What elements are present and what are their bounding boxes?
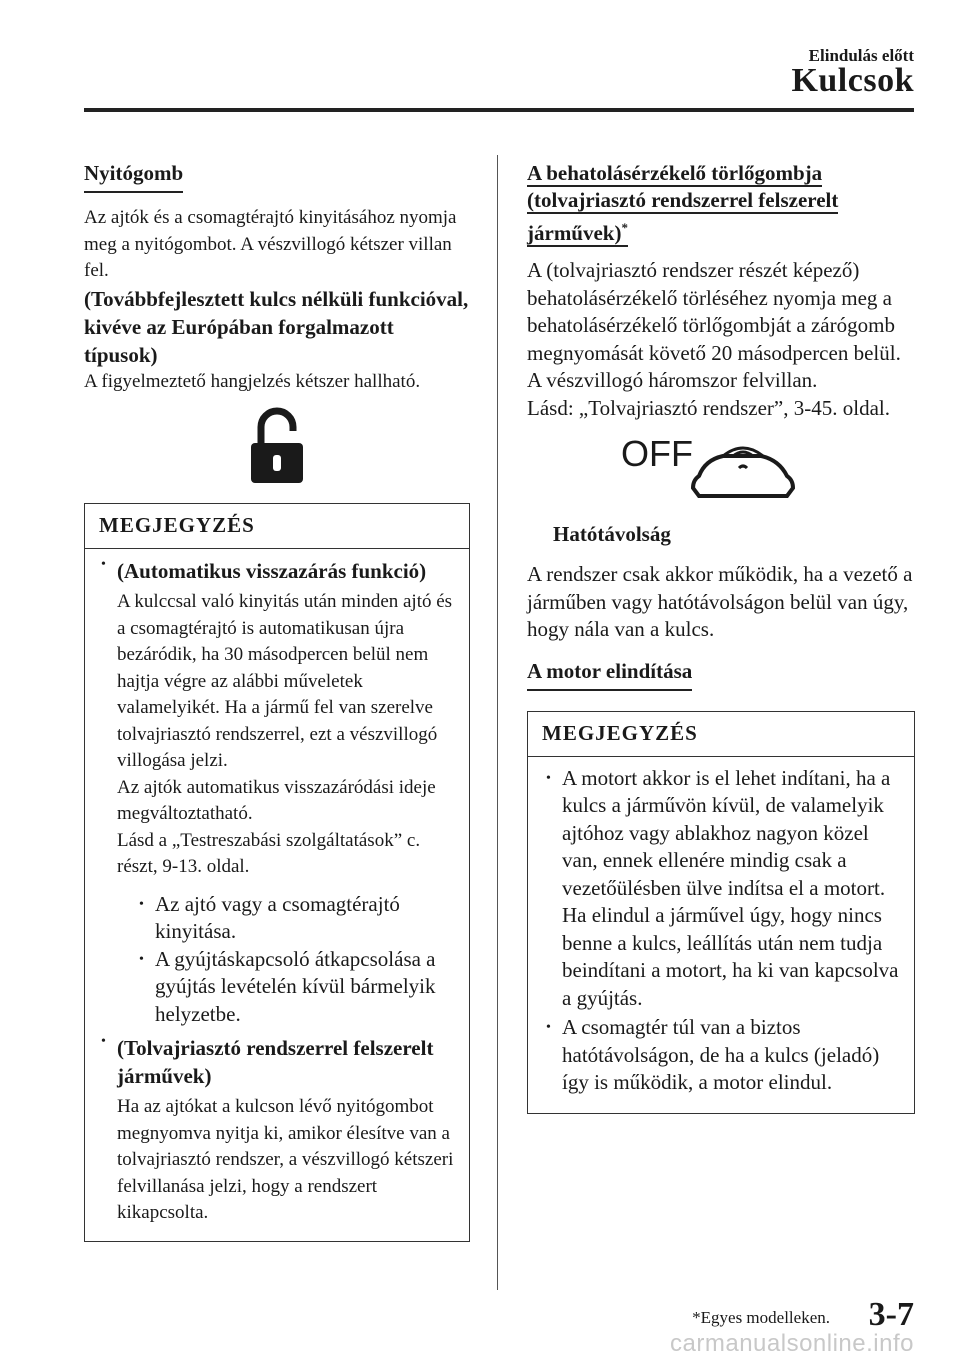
note-item-title: • (Tolvajriasztó rendszerrel felszerelt járművek)	[117, 1036, 434, 1088]
note-body	[85, 549, 469, 1241]
column-divider	[497, 155, 498, 1290]
note-body	[528, 757, 914, 1113]
page-number: 3-7	[868, 1296, 914, 1333]
intrusion-para: A (tolvajriasztó rendszer részét képező) behatolásérzékelő törléséhez nyomja meg a behatolásérzékelő törlőgombját a zárógomb megnyomását követő 20 másodpercen belül. A vészvillogó háromszor felvillan.	[527, 258, 901, 392]
range-subheading: Hatótávolság	[553, 522, 671, 546]
sub-list-item: • A gyújtáskapcsoló átkapcsolása a gyújtás levételén kívül bármelyik helyzetbe.	[135, 946, 457, 1029]
heading-unlock-button: Nyitógomb	[84, 160, 183, 193]
unlock-intro: Az ajtók és a csomagtérajtó kinyitásához nyomja meg a nyitógombot. A vészvillogó kétszer villan fel.	[84, 207, 457, 281]
note-title: MEGJEGYZÉS	[85, 504, 469, 549]
note-item-text: A kulccsal való kinyitás után minden ajtó és a csomagtérajtó is automatikusan újra bezáródik, ha 30 másodpercen belül nem hajtja végre az alábbi műveletek valamelyikét. Ha a jármű fel van szerelve tolvajriasztó rendszerrel, ezt a vészvillogó villogása jelzi.	[117, 591, 453, 771]
heading-line	[527, 221, 628, 247]
keyless-note: (Továbbfejlesztett kulcs nélküli funkcióval, kivéve az Európában forgalmazott típusok)	[84, 286, 469, 367]
range-para: A rendszer csak akkor működik, ha a vezető a járműben vagy hatótávolságon belül van úgy, hogy nála van a kulcs.	[527, 562, 913, 641]
heading-line: A behatolásérzékelő törlőgombja	[527, 161, 823, 185]
note-item-text: Ha az ajtókat a kulcson lévő nyitógombot megnyomva nyitja ki, amikor élesítve van a tolvajriasztó rendszer, a vészvillogó kétszeri felvillanása jelzi, hogy a rendszert kikapcsolta.	[117, 1096, 454, 1223]
footnote-star: *	[621, 220, 628, 235]
note-item	[540, 765, 902, 1013]
off-icon-label: OFF	[621, 433, 693, 474]
header-rule	[84, 108, 914, 112]
note-item-auto-relock	[97, 557, 457, 1028]
note-item-text: • A motort akkor is el lehet indítani, ha a kulcs a járművön kívül, de valamelyik ajtóhoz vagy ablakhoz nagyon közel van, ennek ellenére mindig csak a vezetőülésben ülve indítsa el a motort.	[562, 765, 891, 900]
page-title: Kulcsok	[791, 62, 914, 99]
note-box-left	[84, 503, 470, 1242]
sub-list-item: • Az ajtó vagy a csomagtérajtó kinyitása.	[135, 891, 457, 946]
footnote: *Egyes modelleken.	[692, 1308, 830, 1327]
note-box-right	[527, 711, 915, 1114]
note-item: • A csomagtér túl van a biztos hatótávolságon, de ha a kulcs (jeladó) így is működik, a motor elindul.	[540, 1014, 902, 1097]
heading-line-text: járművek)	[527, 221, 622, 245]
left-column	[84, 160, 470, 1242]
beep-warning: A figyelmeztető hangjelzés kétszer hallható.	[84, 370, 421, 392]
note-item-theft-alarm	[97, 1034, 457, 1227]
note-item-text: Ha elindul a járművel úgy, hogy nincs benne a kulcs, leállítás után nem tudja beindítani a motort, ha ki van kapcsolva a gyújtás.	[562, 903, 899, 1010]
intrusion-sensor-off-icon	[619, 432, 799, 500]
note-item-text: Az ajtók automatikus visszazáródási ideje megváltoztatható.	[117, 776, 436, 824]
heading-intrusion-cancel	[527, 160, 915, 247]
watermark: carmanualsonline.info	[670, 1330, 914, 1357]
note-title: MEGJEGYZÉS	[528, 712, 914, 757]
unlock-icon	[247, 407, 307, 485]
right-column	[527, 160, 915, 1114]
intrusion-reference: Lásd: „Tolvajriasztó rendszer”, 3-45. oldal.	[527, 395, 890, 420]
note-item-title: • (Automatikus visszazárás funkció)	[117, 559, 427, 583]
sub-list	[117, 891, 457, 1029]
note-item-reference: Lásd a „Testreszabási szolgáltatások” c. részt, 9-13. oldal.	[117, 829, 421, 877]
heading-line: (tolvajriasztó rendszerrel felszerelt	[527, 188, 839, 212]
heading-engine-start: A motor elindítása	[527, 658, 692, 691]
section-label: Elindulás előtt	[808, 46, 914, 65]
